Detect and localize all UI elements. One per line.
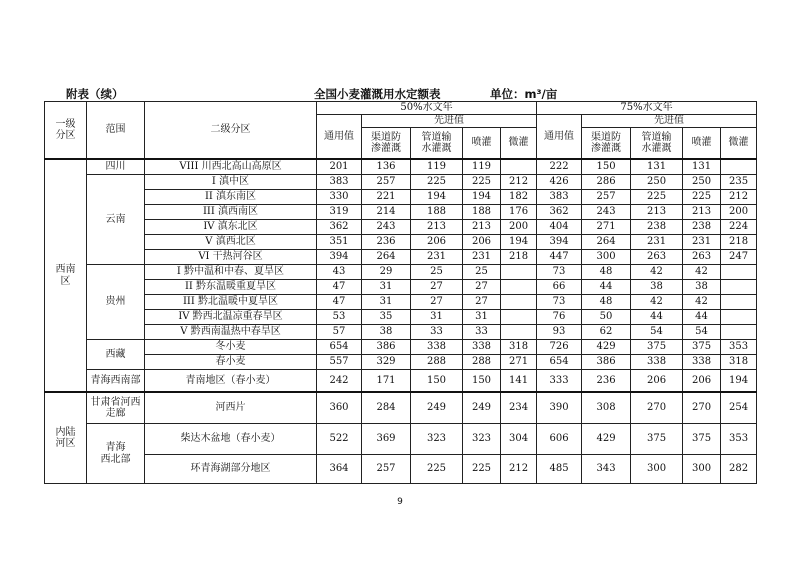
value-cell: 249 (411, 392, 463, 424)
value-cell: 212 (501, 175, 537, 190)
scope-guizhou: 贵州 (87, 265, 145, 340)
value-cell: 31 (362, 295, 411, 310)
value-cell: 343 (582, 455, 631, 484)
value-cell: 48 (582, 295, 631, 310)
value-cell: 224 (721, 220, 757, 235)
value-cell: 236 (582, 370, 631, 393)
value-cell: 42 (683, 295, 721, 310)
value-cell: 654 (537, 355, 582, 370)
header-advanced-75: 先进值 (582, 115, 757, 128)
value-cell: 234 (501, 392, 537, 424)
value-cell: 429 (582, 340, 631, 355)
value-cell: 27 (411, 280, 463, 295)
value-cell: 308 (582, 392, 631, 424)
table-row (45, 250, 757, 265)
value-cell: 131 (683, 159, 721, 175)
table-header-row (52, 86, 752, 102)
value-cell: 318 (721, 355, 757, 370)
value-cell (501, 295, 537, 310)
secondary-zone-cell: II 黔东温暖重夏旱区 (145, 280, 317, 295)
value-cell: 136 (362, 159, 411, 175)
value-cell: 375 (631, 340, 683, 355)
value-cell: 212 (501, 455, 537, 484)
value-cell (721, 295, 757, 310)
value-cell: 212 (721, 190, 757, 205)
header-canal-75: 渠道防 渗灌溉 (582, 128, 631, 160)
table-row (45, 205, 757, 220)
value-cell: 225 (411, 455, 463, 484)
value-cell: 25 (411, 265, 463, 280)
secondary-zone-cell: V 滇西北区 (145, 235, 317, 250)
header-pipe-50: 管道输 水灌溉 (411, 128, 463, 160)
value-cell (501, 159, 537, 175)
scope-xizang: 西藏 (87, 340, 145, 370)
header-pipe-75: 管道输 水灌溉 (631, 128, 683, 160)
secondary-zone-cell: I 滇中区 (145, 175, 317, 190)
value-cell: 47 (317, 295, 362, 310)
value-cell: 300 (683, 455, 721, 484)
value-cell: 304 (501, 424, 537, 455)
value-cell (501, 310, 537, 325)
header-general-75: 通用值 (537, 115, 582, 160)
value-cell (721, 310, 757, 325)
table-row (45, 424, 757, 455)
value-cell: 242 (317, 370, 362, 393)
value-cell: 353 (721, 340, 757, 355)
value-cell: 726 (537, 340, 582, 355)
table-row (45, 340, 757, 355)
header-micro-50: 微灌 (501, 128, 537, 160)
header-micro-75: 微灌 (721, 128, 757, 160)
table-row (45, 175, 757, 190)
value-cell: 243 (362, 220, 411, 235)
value-cell: 318 (501, 340, 537, 355)
value-cell: 338 (683, 355, 721, 370)
value-cell: 119 (411, 159, 463, 175)
value-cell: 485 (537, 455, 582, 484)
value-cell: 235 (721, 175, 757, 190)
value-cell: 218 (501, 250, 537, 265)
page-number: 9 (397, 497, 403, 507)
value-cell: 42 (631, 295, 683, 310)
value-cell (721, 265, 757, 280)
value-cell: 38 (631, 280, 683, 295)
value-cell: 27 (463, 295, 501, 310)
value-cell: 31 (463, 310, 501, 325)
value-cell: 300 (631, 455, 683, 484)
value-cell: 33 (411, 325, 463, 340)
table-row (45, 392, 757, 424)
value-cell: 188 (463, 205, 501, 220)
value-cell (501, 280, 537, 295)
value-cell: 236 (362, 235, 411, 250)
value-cell: 44 (582, 280, 631, 295)
table-row (45, 355, 757, 370)
value-cell: 131 (631, 159, 683, 175)
header-spray-75: 喷灌 (683, 128, 721, 160)
value-cell: 231 (631, 235, 683, 250)
value-cell: 194 (411, 190, 463, 205)
value-cell: 323 (463, 424, 501, 455)
value-cell: 329 (362, 355, 411, 370)
value-cell: 222 (537, 159, 582, 175)
value-cell: 249 (463, 392, 501, 424)
value-cell: 271 (582, 220, 631, 235)
value-cell: 353 (721, 424, 757, 455)
value-cell: 383 (537, 190, 582, 205)
header-primary-zone: 一级 分区 (45, 102, 87, 160)
value-cell: 194 (463, 190, 501, 205)
unit-label: 单位：m³/亩 (490, 87, 558, 101)
header-canal-50: 渠道防 渗灌溉 (362, 128, 411, 160)
header-advanced-50: 先进值 (362, 115, 537, 128)
value-cell: 42 (631, 265, 683, 280)
value-cell: 254 (721, 392, 757, 424)
secondary-zone-cell: 青南地区（春小麦） (145, 370, 317, 393)
value-cell: 447 (537, 250, 582, 265)
value-cell: 31 (411, 310, 463, 325)
value-cell: 48 (582, 265, 631, 280)
secondary-zone-cell: VI 干热河谷区 (145, 250, 317, 265)
value-cell: 25 (463, 265, 501, 280)
value-cell: 263 (631, 250, 683, 265)
value-cell: 206 (683, 370, 721, 393)
value-cell: 27 (463, 280, 501, 295)
table-row (45, 235, 757, 250)
value-cell: 263 (683, 250, 721, 265)
value-cell: 150 (411, 370, 463, 393)
value-cell: 270 (631, 392, 683, 424)
value-cell: 338 (631, 355, 683, 370)
value-cell: 42 (683, 265, 721, 280)
value-cell: 66 (537, 280, 582, 295)
value-cell: 394 (537, 235, 582, 250)
scope-gansu: 甘肃省河西 走廊 (87, 392, 145, 424)
value-cell: 213 (683, 205, 721, 220)
value-cell: 264 (362, 250, 411, 265)
water-quota-table (44, 101, 757, 484)
secondary-zone-cell: III 黔北温暖中夏旱区 (145, 295, 317, 310)
table-title: 全国小麦灌溉用水定额表 (314, 87, 441, 101)
region-inland: 内陆 河区 (45, 392, 87, 484)
value-cell: 225 (631, 190, 683, 205)
value-cell: 225 (683, 190, 721, 205)
value-cell: 375 (631, 424, 683, 455)
value-cell: 390 (537, 392, 582, 424)
table-row (45, 190, 757, 205)
secondary-zone-cell: 柴达木盆地（春小麦） (145, 424, 317, 455)
secondary-zone-cell: 春小麦 (145, 355, 317, 370)
value-cell: 33 (463, 325, 501, 340)
value-cell: 47 (317, 280, 362, 295)
value-cell: 247 (721, 250, 757, 265)
value-cell: 383 (317, 175, 362, 190)
value-cell: 522 (317, 424, 362, 455)
value-cell: 54 (683, 325, 721, 340)
value-cell: 50 (582, 310, 631, 325)
value-cell: 73 (537, 295, 582, 310)
value-cell: 171 (362, 370, 411, 393)
value-cell: 225 (463, 175, 501, 190)
header-spray-50: 喷灌 (463, 128, 501, 160)
value-cell: 426 (537, 175, 582, 190)
value-cell: 270 (683, 392, 721, 424)
value-cell: 264 (582, 235, 631, 250)
value-cell: 288 (463, 355, 501, 370)
value-cell: 386 (582, 355, 631, 370)
value-cell: 225 (463, 455, 501, 484)
header-secondary-zone: 二级分区 (145, 102, 317, 160)
value-cell: 176 (501, 205, 537, 220)
value-cell (721, 159, 757, 175)
value-cell: 231 (463, 250, 501, 265)
value-cell (721, 325, 757, 340)
table-row (45, 295, 757, 310)
value-cell: 182 (501, 190, 537, 205)
value-cell: 150 (582, 159, 631, 175)
secondary-zone-cell: IV 黔西北温凉重春旱区 (145, 310, 317, 325)
value-cell: 44 (683, 310, 721, 325)
scope-qinghai-southwest: 青海西南部 (87, 370, 145, 393)
value-cell: 221 (362, 190, 411, 205)
value-cell: 238 (683, 220, 721, 235)
value-cell: 394 (317, 250, 362, 265)
value-cell: 404 (537, 220, 582, 235)
header-general-50: 通用值 (317, 115, 362, 160)
value-cell: 231 (411, 250, 463, 265)
secondary-zone-cell: II 滇东南区 (145, 190, 317, 205)
value-cell: 218 (721, 235, 757, 250)
value-cell (501, 265, 537, 280)
value-cell: 360 (317, 392, 362, 424)
value-cell: 238 (631, 220, 683, 235)
value-cell: 282 (721, 455, 757, 484)
value-cell: 200 (721, 205, 757, 220)
value-cell: 386 (362, 340, 411, 355)
region-southwest: 西南 区 (45, 159, 87, 392)
value-cell: 319 (317, 205, 362, 220)
value-cell: 201 (317, 159, 362, 175)
value-cell: 73 (537, 265, 582, 280)
value-cell: 338 (463, 340, 501, 355)
value-cell: 323 (411, 424, 463, 455)
value-cell: 362 (317, 220, 362, 235)
scope-sichuan: 四川 (87, 159, 145, 175)
value-cell: 194 (501, 235, 537, 250)
value-cell: 375 (683, 424, 721, 455)
value-cell: 250 (683, 175, 721, 190)
value-cell: 76 (537, 310, 582, 325)
secondary-zone-cell: 河西片 (145, 392, 317, 424)
value-cell: 150 (463, 370, 501, 393)
value-cell: 93 (537, 325, 582, 340)
value-cell: 43 (317, 265, 362, 280)
value-cell: 53 (317, 310, 362, 325)
value-cell: 44 (631, 310, 683, 325)
value-cell: 54 (631, 325, 683, 340)
value-cell: 606 (537, 424, 582, 455)
secondary-zone-cell: I 黔中温和中春、夏旱区 (145, 265, 317, 280)
secondary-zone-cell: 环青海湖部分地区 (145, 455, 317, 484)
value-cell: 27 (411, 295, 463, 310)
value-cell: 250 (631, 175, 683, 190)
value-cell: 369 (362, 424, 411, 455)
value-cell: 213 (463, 220, 501, 235)
value-cell: 243 (582, 205, 631, 220)
value-cell: 29 (362, 265, 411, 280)
value-cell: 206 (463, 235, 501, 250)
value-cell: 194 (721, 370, 757, 393)
table-row (45, 280, 757, 295)
value-cell: 375 (683, 340, 721, 355)
table-row (45, 220, 757, 235)
value-cell: 257 (362, 175, 411, 190)
secondary-zone-cell: III 滇西南区 (145, 205, 317, 220)
table-row (45, 159, 757, 175)
value-cell: 31 (362, 280, 411, 295)
table-row (45, 370, 757, 393)
value-cell: 429 (582, 424, 631, 455)
table-row (45, 325, 757, 340)
value-cell: 38 (362, 325, 411, 340)
scope-yunnan: 云南 (87, 175, 145, 265)
value-cell: 338 (411, 340, 463, 355)
value-cell: 141 (501, 370, 537, 393)
table-row (45, 455, 757, 484)
value-cell: 231 (683, 235, 721, 250)
header-75pct-year: 75%水文年 (537, 102, 757, 115)
header-scope: 范围 (87, 102, 145, 160)
value-cell: 213 (631, 205, 683, 220)
value-cell: 35 (362, 310, 411, 325)
value-cell: 362 (537, 205, 582, 220)
secondary-zone-cell: 冬小麦 (145, 340, 317, 355)
secondary-zone-cell: VIII 川西北高山高原区 (145, 159, 317, 175)
value-cell: 364 (317, 455, 362, 484)
value-cell: 330 (317, 190, 362, 205)
value-cell: 257 (362, 455, 411, 484)
value-cell: 351 (317, 235, 362, 250)
value-cell: 333 (537, 370, 582, 393)
value-cell: 119 (463, 159, 501, 175)
value-cell: 286 (582, 175, 631, 190)
value-cell: 225 (411, 175, 463, 190)
value-cell: 557 (317, 355, 362, 370)
secondary-zone-cell: IV 滇东北区 (145, 220, 317, 235)
value-cell: 213 (411, 220, 463, 235)
value-cell: 288 (411, 355, 463, 370)
value-cell: 654 (317, 340, 362, 355)
scope-qinghai-northwest: 青海 西北部 (87, 424, 145, 484)
appendix-label: 附表（续） (66, 87, 124, 101)
header-50pct-year: 50%水文年 (317, 102, 537, 115)
table-row (45, 265, 757, 280)
value-cell: 257 (582, 190, 631, 205)
value-cell: 271 (501, 355, 537, 370)
value-cell: 62 (582, 325, 631, 340)
value-cell: 57 (317, 325, 362, 340)
value-cell: 214 (362, 205, 411, 220)
value-cell: 188 (411, 205, 463, 220)
secondary-zone-cell: V 黔西南温热中春旱区 (145, 325, 317, 340)
value-cell: 38 (683, 280, 721, 295)
value-cell: 284 (362, 392, 411, 424)
value-cell: 206 (411, 235, 463, 250)
value-cell (721, 280, 757, 295)
value-cell (501, 325, 537, 340)
value-cell: 200 (501, 220, 537, 235)
value-cell: 300 (582, 250, 631, 265)
table-row (45, 310, 757, 325)
value-cell: 206 (631, 370, 683, 393)
